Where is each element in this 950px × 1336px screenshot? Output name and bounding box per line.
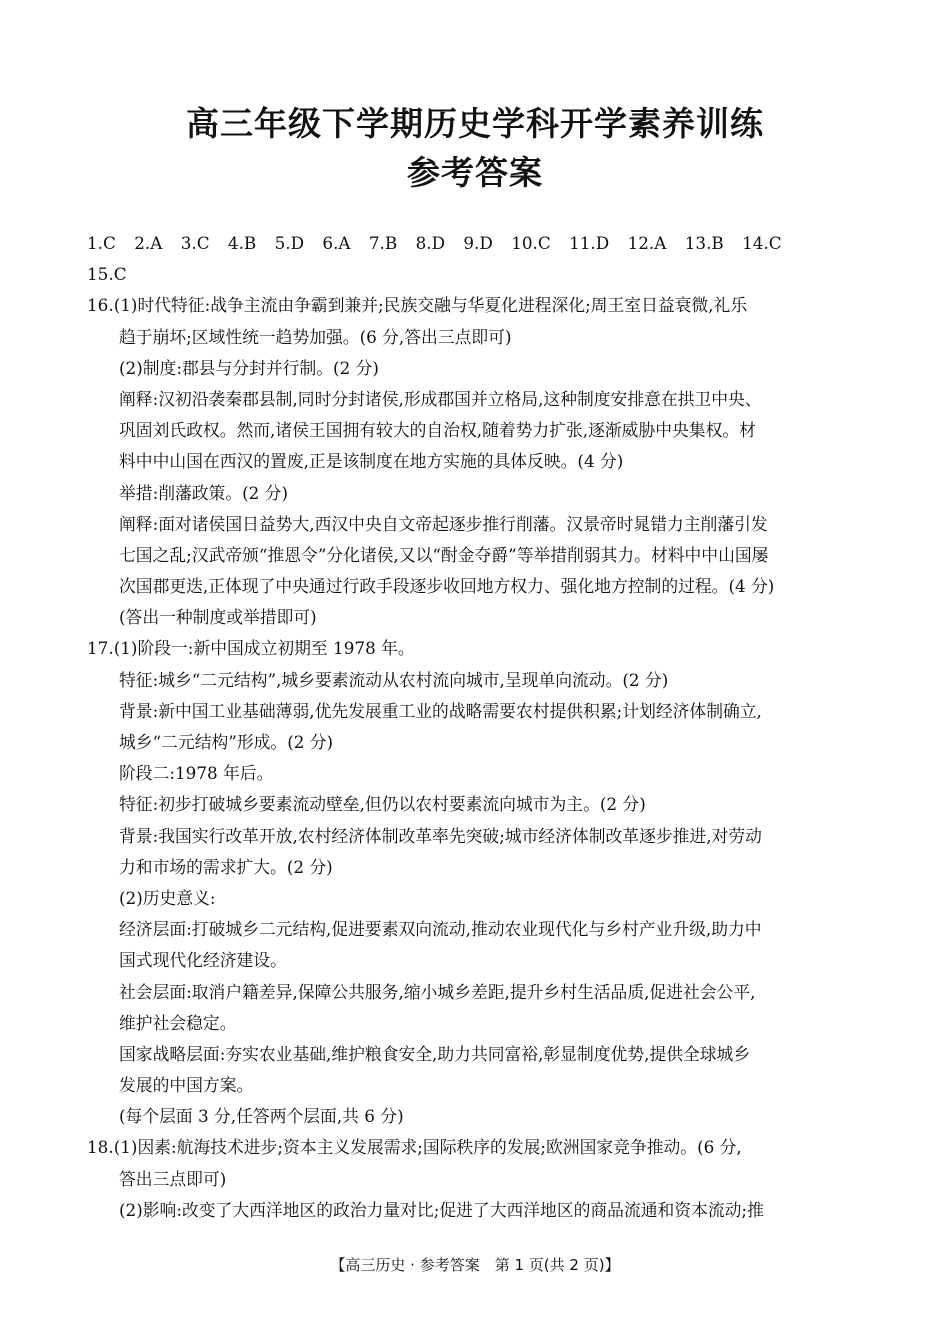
- q16-line: 料中中山国在西汉的置废,正是该制度在地方实施的具体反映。(4 分): [119, 451, 624, 472]
- q16-line: 次国郡更迭,正体现了中央通过行政手段逐步收回地方权力、强化地方控制的过程。(4 分): [119, 576, 775, 597]
- q16-line: 举措:削藩政策。(2 分): [119, 482, 289, 503]
- q17-line: 社会层面:取消户籍差异,保障公共服务,缩小城乡差距,提升乡村生活品质,促进社会公平,: [119, 981, 756, 1002]
- page-subtitle: 参考答案: [407, 153, 543, 192]
- choice-answer: 6.A: [322, 233, 351, 253]
- q16-line: 巩固刘氏政权。然而,诸侯王国拥有较大的自治权,随着势力扩张,逐渐威胁中央集权。材: [119, 420, 756, 441]
- q17-line: 17.(1)阶段一:新中国成立初期至 1978 年。: [87, 638, 415, 659]
- choice-answer: 2.A: [134, 233, 163, 253]
- q17-line: 特征:初步打破城乡要素流动壁垒,但仍以农村要素流向城市为主。(2 分): [119, 794, 646, 815]
- q16-line: 趋于崩坏;区域性统一趋势加强。(6 分,答出三点即可): [119, 326, 512, 347]
- q17-line: 维护社会稳定。: [119, 1012, 237, 1033]
- page-title: 高三年级下学期历史学科开学素养训练: [186, 104, 764, 143]
- choice-answer: 13.B: [684, 233, 724, 253]
- choice-answer: 4.B: [227, 233, 257, 253]
- q16-line: (答出一种制度或举措即可): [119, 607, 317, 628]
- q17-line: 国式现代化经济建设。: [119, 950, 287, 971]
- page-footer: 【高三历史 · 参考答案 第 1 页(共 2 页)】: [330, 1256, 620, 1274]
- q18-line: 18.(1)因素:航海技术进步;资本主义发展需求;国际秩序的发展;欧洲国家竞争推动。(6 分,: [87, 1137, 742, 1158]
- choice-answer: 1.C: [87, 233, 116, 253]
- choice-answer: 9.D: [463, 233, 493, 253]
- q17-line: 发展的中国方案。: [119, 1075, 254, 1096]
- q16-line: 阐释:面对诸侯国日益势大,西汉中央自文帝起逐步推行削藩。汉景帝时晁错力主削藩引发: [119, 513, 768, 534]
- choice-answer: 5.D: [274, 233, 305, 253]
- q17-line: 力和市场的需求扩大。(2 分): [119, 856, 333, 877]
- q17-line: 阶段二:1978 年后。: [119, 763, 274, 784]
- q16-line: 16.(1)时代特征:战争主流由争霸到兼并;民族交融与华夏化进程深化;周王室日益衰微,礼乐: [87, 295, 748, 316]
- choice-answers-row-2: [87, 259, 863, 290]
- choice-answer: 11.D: [569, 233, 610, 253]
- choice-answer: 14.C: [742, 233, 782, 253]
- choice-answers-row-1: [87, 228, 863, 259]
- q17-line: 国家战略层面:夯实农业基础,维护粮食安全,助力共同富裕,彰显制度优势,提供全球城乡: [119, 1043, 751, 1064]
- q18-line: (2)影响:改变了大西洋地区的政治力量对比;促进了大西洋地区的商品流通和资本流动;推: [119, 1199, 764, 1220]
- q18-line: 答出三点即可): [119, 1168, 227, 1189]
- q17-line: 背景:我国实行改革开放,农村经济体制改革率先突破;城市经济体制改革逐步推进,对劳动: [119, 825, 762, 846]
- q16-line: 阐释:汉初沿袭秦郡县制,同时分封诸侯,形成郡国并立格局,这种制度安排意在拱卫中央、: [119, 388, 762, 409]
- q17-line: 特征:城乡“二元结构”,城乡要素流动从农村流向城市,呈现单向流动。(2 分): [119, 669, 669, 690]
- choice-answer: 15.C: [87, 264, 127, 285]
- q17-line: (2)历史意义:: [119, 887, 216, 908]
- q16-line: 七国之乱;汉武帝颁“推恩令”分化诸侯,又以“酎金夺爵”等举措削弱其力。材料中中山国屡: [119, 544, 769, 565]
- answer-content: [87, 228, 863, 1226]
- choice-answer: 7.B: [368, 233, 398, 253]
- choice-answer: 8.D: [415, 233, 446, 253]
- q17-line: (每个层面 3 分,任答两个层面,共 6 分): [119, 1106, 404, 1127]
- choice-answer: 10.C: [511, 233, 551, 253]
- q17-line: 经济层面:打破城乡二元结构,促进要素双向流动,推动农业现代化与乡村产业升级,助力中: [119, 919, 762, 940]
- q17-line: 背景:新中国工业基础薄弱,优先发展重工业的战略需要农村提供积累;计划经济体制确立,: [119, 700, 762, 721]
- q17-line: 城乡“二元结构”形成。(2 分): [119, 732, 334, 752]
- choice-answer: 12.A: [627, 233, 667, 253]
- q16-line: (2)制度:郡县与分封并行制。(2 分): [119, 357, 379, 378]
- choice-answer: 3.C: [180, 233, 210, 253]
